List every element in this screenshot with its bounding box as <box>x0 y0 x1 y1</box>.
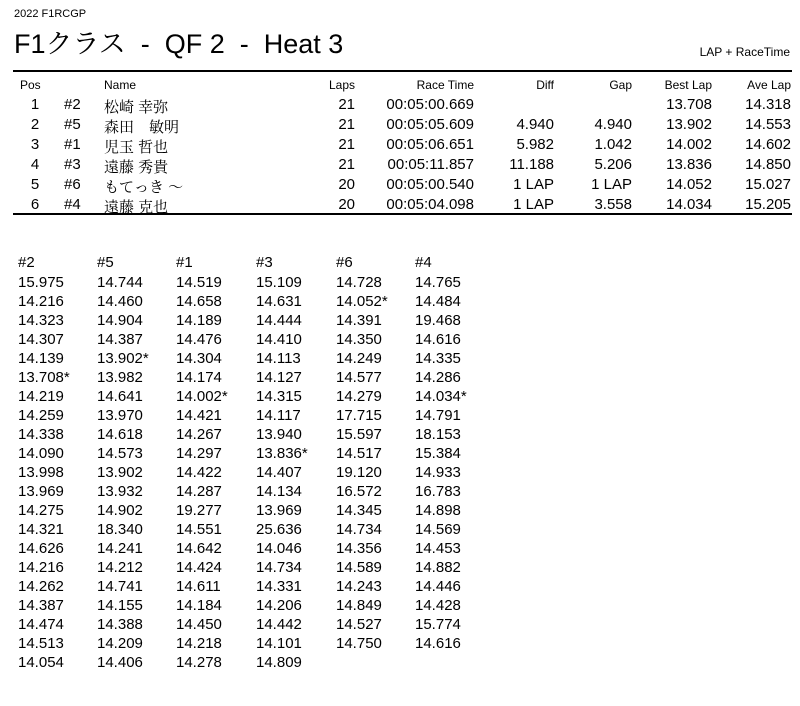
header-race-time: Race Time <box>416 78 474 92</box>
lap-time-cell: 14.209 <box>97 635 143 652</box>
lap-time-cell: 14.626 <box>18 540 64 557</box>
result-pos: 3 <box>30 136 40 153</box>
header-laps: Laps <box>328 78 355 92</box>
lap-time-cell: 14.513 <box>18 635 64 652</box>
lap-time-cell: 14.286 <box>415 369 461 386</box>
result-laps: 21 <box>338 136 355 153</box>
lap-time-cell: 14.642 <box>176 540 222 557</box>
lap-time-cell: 14.249 <box>336 350 382 367</box>
lap-time-cell: 14.460 <box>97 293 143 310</box>
lap-column-header: #6 <box>336 254 353 271</box>
lap-time-cell: 14.335 <box>415 350 461 367</box>
result-ave-lap: 14.318 <box>745 96 791 113</box>
lap-time-cell: 19.277 <box>176 502 222 519</box>
header-diff: Diff <box>536 78 554 92</box>
lap-time-cell: 14.902 <box>97 502 143 519</box>
lap-time-cell: 14.345 <box>336 502 382 519</box>
lap-time-cell: 13.902* <box>97 350 149 367</box>
lap-time-cell: 14.422 <box>176 464 222 481</box>
lap-time-cell: 15.597 <box>336 426 382 443</box>
lap-time-cell: 14.750 <box>336 635 382 652</box>
result-pos: 5 <box>30 176 40 193</box>
result-gap: 1.042 <box>594 136 632 153</box>
lap-time-cell: 14.174 <box>176 369 222 386</box>
lap-time-cell: 14.728 <box>336 274 382 291</box>
result-pos: 4 <box>30 156 40 173</box>
lap-time-cell: 14.450 <box>176 616 222 633</box>
lap-column-header: #4 <box>415 254 432 271</box>
lap-time-cell: 14.573 <box>97 445 143 462</box>
lap-time-cell: 14.134 <box>256 483 302 500</box>
result-race-time: 00:05:11.857 <box>387 156 474 173</box>
result-best-lap: 13.836 <box>666 156 712 173</box>
result-best-lap: 14.052 <box>666 176 712 193</box>
lap-time-cell: 14.519 <box>176 274 222 291</box>
lap-time-cell: 14.216 <box>18 559 64 576</box>
lap-time-cell: 14.428 <box>415 597 461 614</box>
lap-time-cell: 14.407 <box>256 464 302 481</box>
event-subtitle: 2022 F1RCGP <box>14 8 87 20</box>
lap-time-cell: 14.589 <box>336 559 382 576</box>
result-diff: 1 LAP <box>513 176 554 193</box>
lap-time-cell: 14.279 <box>336 388 382 405</box>
lap-column-header: #1 <box>176 254 193 271</box>
result-diff: 4.940 <box>516 116 554 133</box>
lap-time-cell: 14.388 <box>97 616 143 633</box>
lap-time-cell: 13.902 <box>97 464 143 481</box>
lap-time-cell: 14.410 <box>256 331 302 348</box>
result-row <box>0 156 800 176</box>
result-laps: 21 <box>338 156 355 173</box>
result-no: #3 <box>64 156 81 173</box>
result-diff: 1 LAP <box>513 196 554 213</box>
lap-time-cell: 17.715 <box>336 407 382 424</box>
result-laps: 21 <box>338 96 355 113</box>
lap-time-cell: 14.212 <box>97 559 143 576</box>
lap-time-cell: 14.933 <box>415 464 461 481</box>
lap-time-cell: 14.052* <box>336 293 388 310</box>
result-laps: 20 <box>338 176 355 193</box>
result-diff: 11.188 <box>509 156 554 173</box>
result-ave-lap: 14.553 <box>745 116 791 133</box>
result-name: 松崎 幸弥 <box>104 99 169 116</box>
result-name: 遠藤 克也 <box>104 199 169 216</box>
result-name: 森田 敏明 <box>104 119 180 136</box>
result-row <box>0 96 800 116</box>
result-race-time: 00:05:00.669 <box>386 96 474 113</box>
result-pos: 1 <box>30 96 40 113</box>
bottom-rule <box>13 213 792 215</box>
lap-time-cell: 14.791 <box>415 407 461 424</box>
page-title: F1クラス - QF 2 - Heat 3 <box>14 29 344 59</box>
lap-time-cell: 14.101 <box>256 635 302 652</box>
lap-time-cell: 14.206 <box>256 597 302 614</box>
result-name: 遠藤 秀貴 <box>104 159 169 176</box>
lap-time-cell: 14.849 <box>336 597 382 614</box>
lap-time-cell: 15.975 <box>18 274 64 291</box>
result-no: #6 <box>64 176 81 193</box>
lap-time-cell: 14.904 <box>97 312 143 329</box>
lap-time-cell: 14.387 <box>97 331 143 348</box>
lap-time-cell: 14.259 <box>18 407 64 424</box>
lap-time-cell: 14.809 <box>256 654 302 671</box>
result-gap: 3.558 <box>594 196 632 213</box>
lap-time-cell: 14.139 <box>18 350 64 367</box>
header-pos: Pos <box>20 78 41 92</box>
result-best-lap: 14.002 <box>666 136 712 153</box>
lap-time-cell: 14.002* <box>176 388 228 405</box>
lap-time-cell: 14.611 <box>176 578 221 595</box>
lap-time-cell: 14.054 <box>18 654 64 671</box>
lap-time-cell: 18.153 <box>415 426 461 443</box>
lap-time-cell: 14.391 <box>336 312 382 329</box>
lap-time-cell: 14.476 <box>176 331 222 348</box>
lap-time-cell: 16.783 <box>415 483 461 500</box>
lap-time-cell: 14.356 <box>336 540 382 557</box>
lap-time-cell: 14.350 <box>336 331 382 348</box>
lap-time-cell: 14.442 <box>256 616 302 633</box>
lap-time-cell: 14.551 <box>176 521 222 538</box>
lap-time-cell: 14.267 <box>176 426 222 443</box>
result-gap: 5.206 <box>594 156 632 173</box>
lap-time-cell: 14.307 <box>18 331 64 348</box>
result-ave-lap: 14.602 <box>745 136 791 153</box>
lap-time-cell: 14.155 <box>97 597 143 614</box>
lap-time-cell: 14.189 <box>176 312 222 329</box>
result-best-lap: 13.708 <box>666 96 712 113</box>
lap-time-cell: 14.387 <box>18 597 64 614</box>
lap-time-cell: 14.034* <box>415 388 467 405</box>
lap-time-cell: 14.241 <box>97 540 143 557</box>
lap-time-cell: 14.090 <box>18 445 64 462</box>
lap-time-cell: 14.218 <box>176 635 222 652</box>
lap-time-cell: 14.734 <box>256 559 302 576</box>
result-ave-lap: 15.205 <box>745 196 791 213</box>
result-laps: 20 <box>338 196 355 213</box>
result-gap: 1 LAP <box>591 176 632 193</box>
lap-time-cell: 14.618 <box>97 426 143 443</box>
results-table <box>0 78 800 216</box>
header-best-lap: Best Lap <box>664 78 712 92</box>
result-race-time: 00:05:00.540 <box>386 176 474 193</box>
lap-time-cell: 13.836* <box>256 445 308 462</box>
lap-time-cell: 14.898 <box>415 502 461 519</box>
lap-time-cell: 14.631 <box>256 293 302 310</box>
lap-time-cell: 14.406 <box>97 654 143 671</box>
lap-time-cell: 13.969 <box>256 502 302 519</box>
lap-time-cell: 14.323 <box>18 312 64 329</box>
result-no: #4 <box>64 196 81 213</box>
lap-time-cell: 14.744 <box>97 274 143 291</box>
result-race-time: 00:05:05.609 <box>386 116 474 133</box>
result-best-lap: 14.034 <box>666 196 712 213</box>
lap-time-cell: 14.287 <box>176 483 222 500</box>
lap-time-cell: 14.117 <box>256 407 301 424</box>
lap-time-cell: 14.641 <box>97 388 143 405</box>
lap-time-cell: 14.046 <box>256 540 302 557</box>
header-name: Name <box>104 78 137 92</box>
lap-time-cell: 14.338 <box>18 426 64 443</box>
lap-time-cell: 14.765 <box>415 274 461 291</box>
result-row <box>0 176 800 196</box>
lap-time-cell: 14.517 <box>336 445 382 462</box>
result-name: 児玉 哲也 <box>104 139 169 156</box>
lap-column-header: #3 <box>256 254 273 271</box>
lap-time-cell: 14.262 <box>18 578 64 595</box>
result-gap: 4.940 <box>594 116 632 133</box>
lap-time-cell: 13.969 <box>18 483 64 500</box>
lap-time-cell: 13.940 <box>256 426 302 443</box>
lap-time-cell: 13.932 <box>97 483 143 500</box>
header-ave-lap: Ave Lap <box>747 78 791 92</box>
lap-column-header: #2 <box>18 254 35 271</box>
result-no: #2 <box>64 96 81 113</box>
lap-time-cell: 13.708* <box>18 369 70 386</box>
lap-time-cell: 14.216 <box>18 293 64 310</box>
lap-column-header: #5 <box>97 254 114 271</box>
lap-time-cell: 14.616 <box>415 331 461 348</box>
lap-time-cell: 15.774 <box>415 616 461 633</box>
lap-time-cell: 14.315 <box>256 388 302 405</box>
lap-time-cell: 14.331 <box>256 578 302 595</box>
lap-time-cell: 19.468 <box>415 312 461 329</box>
lap-time-cell: 16.572 <box>336 483 382 500</box>
lap-time-cell: 14.741 <box>97 578 143 595</box>
lap-time-cell: 14.658 <box>176 293 222 310</box>
lap-time-cell: 14.421 <box>176 407 222 424</box>
lap-time-cell: 13.998 <box>18 464 64 481</box>
lap-time-cell: 25.636 <box>256 521 302 538</box>
result-race-time: 00:05:06.651 <box>386 136 474 153</box>
result-row <box>0 136 800 156</box>
top-rule <box>13 70 792 72</box>
lap-time-cell: 14.569 <box>415 521 461 538</box>
lap-time-cell: 14.882 <box>415 559 461 576</box>
result-name: もてっき ～ <box>104 179 184 196</box>
lap-time-cell: 14.527 <box>336 616 382 633</box>
lap-time-cell: 14.424 <box>176 559 222 576</box>
result-ave-lap: 14.850 <box>745 156 791 173</box>
result-best-lap: 13.902 <box>666 116 712 133</box>
report-mode-label: LAP + RaceTime <box>699 45 790 59</box>
result-race-time: 00:05:04.098 <box>386 196 474 213</box>
lap-time-cell: 14.734 <box>336 521 382 538</box>
lap-time-cell: 14.219 <box>18 388 64 405</box>
lap-time-cell: 19.120 <box>336 464 382 481</box>
result-row <box>0 116 800 136</box>
lap-time-cell: 14.297 <box>176 445 222 462</box>
lap-time-cell: 14.444 <box>256 312 302 329</box>
lap-time-cell: 15.109 <box>256 274 302 291</box>
lap-time-cell: 14.616 <box>415 635 461 652</box>
lap-time-cell: 14.304 <box>176 350 222 367</box>
lap-time-cell: 14.127 <box>256 369 302 386</box>
lap-time-cell: 14.577 <box>336 369 382 386</box>
lap-time-cell: 14.243 <box>336 578 382 595</box>
result-no: #1 <box>64 136 81 153</box>
lap-time-cell: 14.275 <box>18 502 64 519</box>
lap-time-cell: 15.384 <box>415 445 461 462</box>
lap-time-cell: 18.340 <box>97 521 143 538</box>
result-pos: 6 <box>30 196 40 213</box>
results-body <box>0 96 800 216</box>
result-no: #5 <box>64 116 81 133</box>
result-ave-lap: 15.027 <box>745 176 791 193</box>
lap-time-cell: 14.278 <box>176 654 222 671</box>
result-laps: 21 <box>338 116 355 133</box>
lap-time-cell: 14.484 <box>415 293 461 310</box>
lap-time-cell: 14.321 <box>18 521 64 538</box>
lap-time-cell: 13.982 <box>97 369 143 386</box>
results-header-row <box>0 78 800 96</box>
header-gap: Gap <box>609 78 632 92</box>
lap-time-cell: 14.184 <box>176 597 222 614</box>
lap-time-cell: 14.453 <box>415 540 461 557</box>
lap-time-cell: 14.113 <box>256 350 301 367</box>
lap-time-cell: 14.474 <box>18 616 64 633</box>
lap-time-cell: 14.446 <box>415 578 461 595</box>
lap-time-cell: 13.970 <box>97 407 143 424</box>
result-pos: 2 <box>30 116 40 133</box>
result-diff: 5.982 <box>516 136 554 153</box>
